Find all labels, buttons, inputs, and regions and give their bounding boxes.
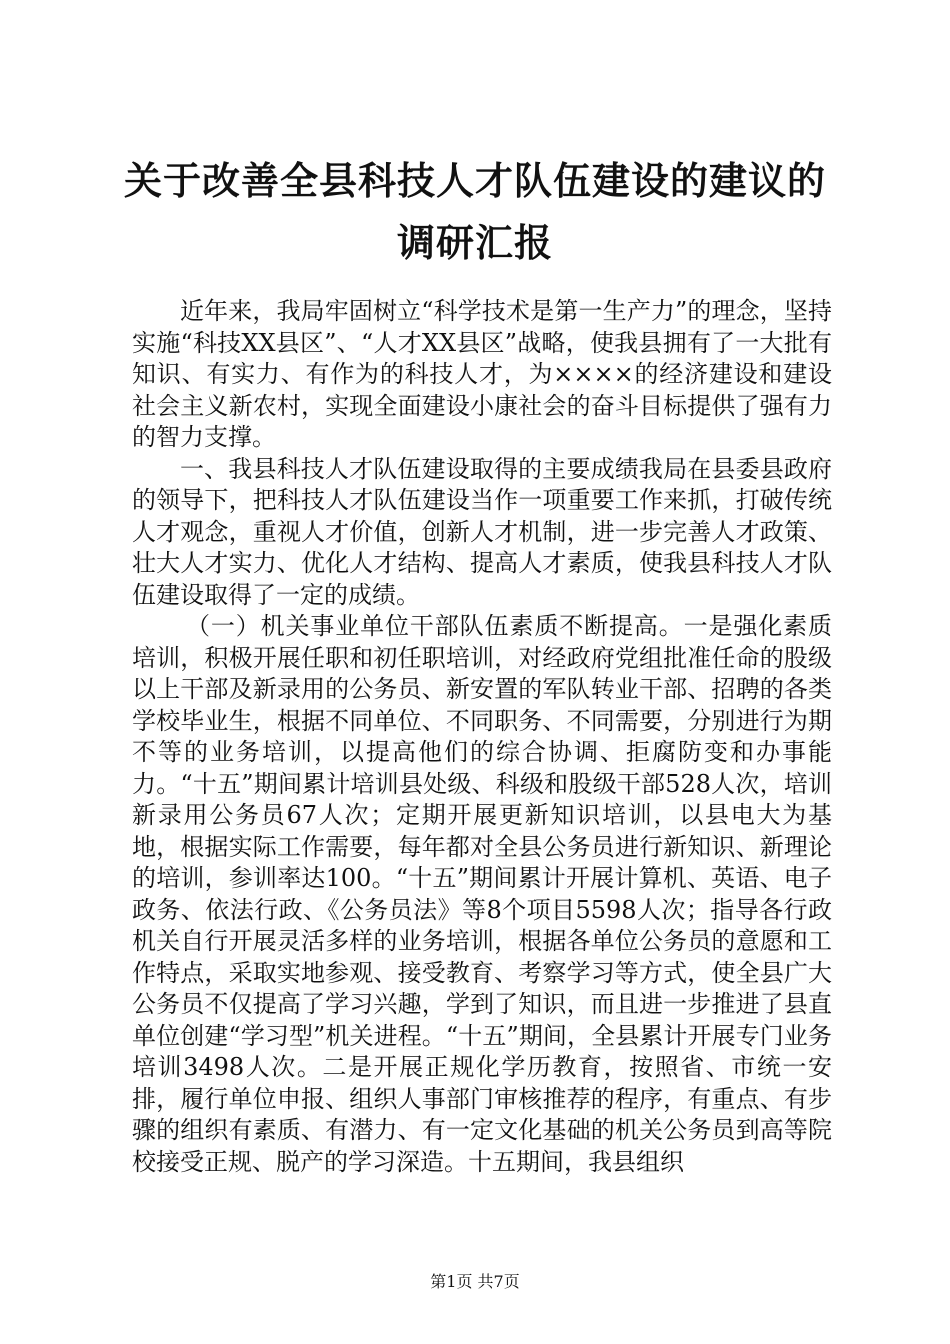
intro-paragraph: 近年来，我局牢固树立“科学技术是第一生产力”的理念，坚持实施“科技XX县区”、“人才XX县区”战略，使我县拥有了一大批有知识、有实力、有作为的科技人才，为××××的经济建设和建设社会主义新农村，实现全面建设小康社会的奋斗目标提供了强有力的智力支撑。 [132,297,832,451]
document-title: 关于改善全县科技人才队伍建设的建议的调研汇报 [123,159,826,265]
section-one-paragraph: 一、我县科技人才队伍建设取得的主要成绩我局在县委县政府的领导下，把科技人才队伍建设当作一项重要工作来抓，打破传统人才观念，重视人才价值，创新人才机制，进一步完善人才政策、壮大人才实力、优化人才结构、提高人才素质，使我县科技人才队伍建设取得了一定的成绩。 [132,454,832,609]
subsection-one-paragraph: （一）机关事业单位干部队伍素质不断提高。一是强化素质培训，积极开展任职和初任职培训，对经政府党组批准任命的股级以上干部及新录用的公务员、新安置的军队转业干部、招聘的各类学校毕业生，根据不同单位、不同职务、不同需要，分别进行为期不等的业务培训，以提高他们的综合协调、拒腐防变和办事能力。“十五”期间累计培训县处级、科级和股级干部528人次，培训新录用公务员67人次；定期开展更新知识培训，以县电大为基地，根据实际工作需要，每年都对全县公务员进行新知识、新理论的培训，参训率达100。“十五”期间累计开展计算机、英语、电子政务、依法行政、《公务员法》等8个项目5598人次；指导各行政机关自行开展灵活多样的业务培训，根据各单位公务员的意愿和工作特点，采取实地参观、接受教育、考察学习等方式，使全县广大公务员不仅提高了学习兴趣，学到了知识，而且进一步推进了县直单位创建“学习型”机关进程。“十五”期间，全县累计开展专门业务培训3498人次。二是开展正规化学历教育，按照省、市统一安排，履行单位申报、组织人事部门审核推荐的程序，有重点、有步骤的组织有素质、有潜力、有一定文化基础的机关公务员到高等院校接受正规、脱产的学习深造。十五期间，我县组织 [132,612,832,1176]
page-footer: 第1页 共7页 [430,1272,520,1291]
document-body [132,296,832,1178]
